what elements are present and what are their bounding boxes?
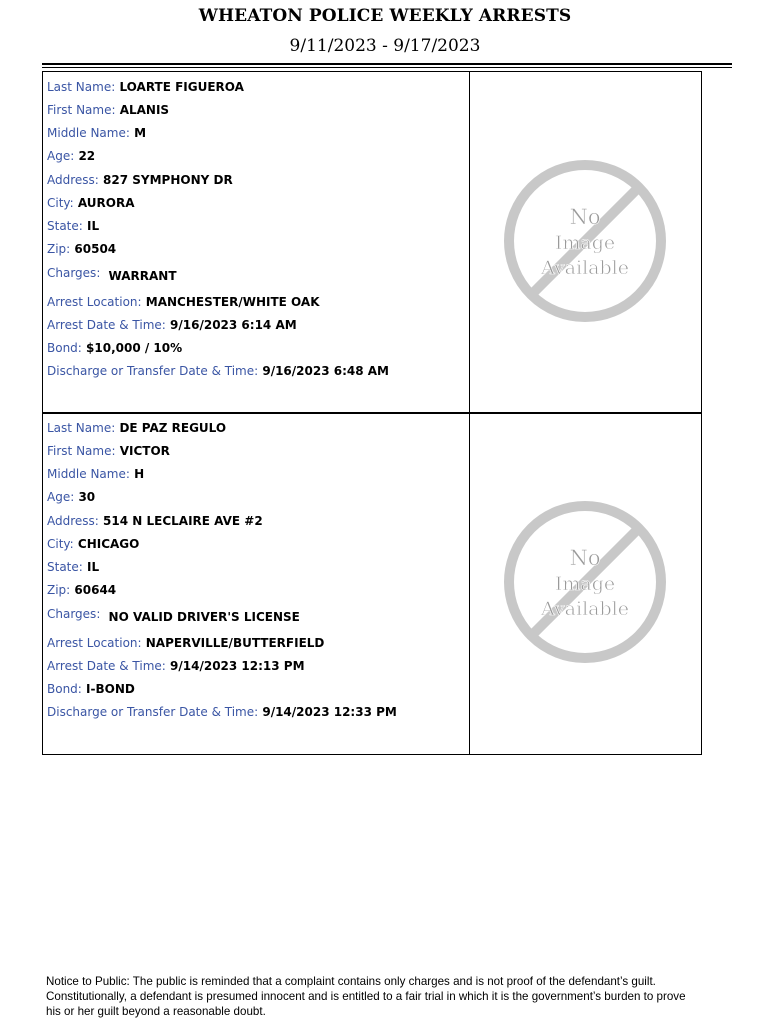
arrest-location-row — [47, 295, 320, 309]
last-name-row — [47, 421, 226, 435]
charges-row — [47, 607, 300, 624]
mugshot-cell — [470, 413, 701, 754]
arrest-datetime-label: Arrest Date & Time: — [47, 318, 166, 332]
last-name-row — [47, 80, 244, 94]
no-image-line1: No — [569, 546, 601, 570]
bond-row — [47, 682, 135, 696]
date-range: 9/11/2023 - 9/17/2023 — [289, 36, 481, 56]
arrest-location-value: NAPERVILLE/BUTTERFIELD — [145, 636, 325, 650]
discharge-value: 9/16/2023 6:48 AM — [262, 364, 389, 378]
no-image-line3: Available — [541, 257, 629, 279]
arrest-location-label: Arrest Location: — [47, 636, 142, 650]
city-value: AURORA — [77, 196, 135, 210]
no-image-line3: Available — [541, 598, 629, 620]
address-value: 827 SYMPHONY DR — [103, 173, 233, 187]
middle-name-label: Middle Name: — [47, 126, 130, 140]
state-label: State: — [47, 560, 83, 574]
address-label: Address: — [47, 514, 99, 528]
address-row — [47, 514, 263, 528]
first-name-label: First Name: — [47, 444, 116, 458]
last-name-value: LOARTE FIGUEROA — [119, 80, 244, 94]
arrest-record — [42, 71, 702, 414]
middle-name-row — [47, 126, 146, 140]
city-value: CHICAGO — [77, 537, 140, 551]
no-image-line2: Image — [554, 573, 616, 595]
bond-label: Bond: — [47, 682, 82, 696]
arrest-details — [43, 72, 470, 413]
state-value: IL — [87, 219, 100, 233]
city-label: City: — [47, 196, 74, 210]
no-image-line2: Image — [554, 232, 616, 254]
address-row — [47, 173, 233, 187]
age-label: Age: — [47, 149, 75, 163]
charges-value: WARRANT — [108, 269, 177, 283]
arrest-datetime-row — [47, 318, 297, 332]
middle-name-value: H — [134, 467, 145, 481]
middle-name-label: Middle Name: — [47, 467, 130, 481]
first-name-value: ALANIS — [119, 103, 170, 117]
arrest-datetime-value: 9/16/2023 6:14 AM — [170, 318, 297, 332]
arrest-record — [42, 412, 702, 755]
header-rule — [42, 63, 732, 65]
first-name-value: VICTOR — [119, 444, 170, 458]
arrest-datetime-row — [47, 659, 305, 673]
no-image-available-icon — [502, 499, 668, 665]
discharge-row — [47, 705, 397, 719]
state-label: State: — [47, 219, 83, 233]
arrest-datetime-label: Arrest Date & Time: — [47, 659, 166, 673]
middle-name-row — [47, 467, 144, 481]
address-label: Address: — [47, 173, 99, 187]
age-label: Age: — [47, 490, 75, 504]
bond-row — [47, 341, 182, 355]
arrest-details — [43, 413, 470, 754]
no-image-line1: No — [569, 205, 601, 229]
last-name-label: Last Name: — [47, 421, 116, 435]
first-name-row — [47, 444, 170, 458]
age-row — [47, 149, 95, 163]
zip-label: Zip: — [47, 583, 71, 597]
page-title: WHEATON POLICE WEEKLY ARRESTS — [198, 6, 572, 26]
state-row — [47, 560, 99, 574]
charges-label: Charges: — [47, 607, 101, 621]
zip-value: 60504 — [74, 242, 117, 256]
public-notice: Notice to Public: The public is reminded that a complaint contains only charges and is not proof of the defendant’s guilt. Constitutionally, a defendant is presumed innocent and is entitled to a fair trial in which it is the government’s burden to prove his or her guilt beyond a reasonable doubt. — [46, 975, 686, 1018]
zip-row — [47, 242, 116, 256]
city-row — [47, 196, 135, 210]
discharge-label: Discharge or Transfer Date & Time: — [47, 705, 259, 719]
charges-label: Charges: — [47, 266, 101, 280]
last-name-value: DE PAZ REGULO — [119, 421, 227, 435]
age-value: 22 — [78, 149, 96, 163]
charges-row — [47, 266, 177, 283]
state-row — [47, 219, 99, 233]
arrest-location-label: Arrest Location: — [47, 295, 142, 309]
bond-value: $10,000 / 10% — [86, 341, 183, 355]
first-name-row — [47, 103, 169, 117]
charges-value: NO VALID DRIVER'S LICENSE — [108, 610, 300, 624]
arrest-location-row — [47, 636, 324, 650]
middle-name-value: M — [134, 126, 147, 140]
mugshot-cell — [470, 72, 701, 413]
age-row — [47, 490, 95, 504]
bond-label: Bond: — [47, 341, 82, 355]
zip-label: Zip: — [47, 242, 71, 256]
discharge-label: Discharge or Transfer Date & Time: — [47, 364, 259, 378]
city-label: City: — [47, 537, 74, 551]
zip-value: 60644 — [74, 583, 117, 597]
no-image-available-icon — [502, 158, 668, 324]
zip-row — [47, 583, 116, 597]
arrest-datetime-value: 9/14/2023 12:13 PM — [170, 659, 305, 673]
arrest-location-value: MANCHESTER/WHITE OAK — [145, 295, 320, 309]
discharge-row — [47, 364, 389, 378]
state-value: IL — [87, 560, 100, 574]
discharge-value: 9/14/2023 12:33 PM — [262, 705, 397, 719]
last-name-label: Last Name: — [47, 80, 116, 94]
bond-value: I-BOND — [86, 682, 135, 696]
age-value: 30 — [78, 490, 96, 504]
address-value: 514 N LECLAIRE AVE #2 — [103, 514, 263, 528]
first-name-label: First Name: — [47, 103, 116, 117]
city-row — [47, 537, 139, 551]
header-rule-thin — [42, 67, 732, 68]
